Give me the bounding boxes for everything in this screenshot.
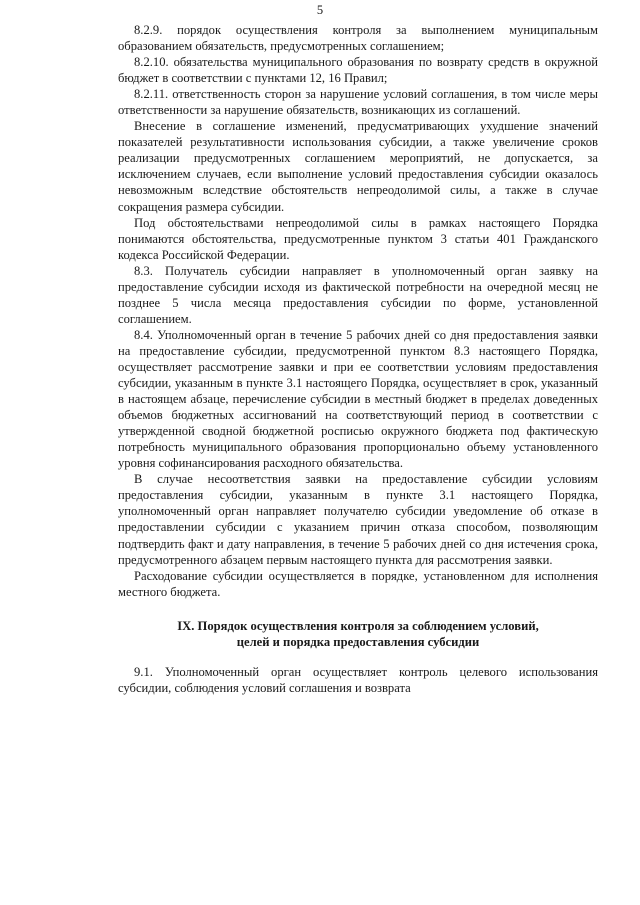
paragraph-8-2-11: 8.2.11. ответственность сторон за нарушение условий соглашения, в том числе меры ответственности за нарушение обязательств, возникающих из соглашений. — [118, 87, 598, 118]
paragraph-8-2-9: 8.2.9. порядок осуществления контроля за выполнением муниципальным образованием обязательств, предусмотренных соглашением; — [118, 23, 598, 54]
section-heading-line-1: IX. Порядок осуществления контроля за соблюдением условий, — [177, 618, 539, 633]
section-heading — [118, 618, 598, 650]
paragraph-spending: Расходование субсидии осуществляется в порядке, установленном для исполнения местного бюджета. — [118, 568, 598, 599]
paragraph-9-1: 9.1. Уполномоченный орган осуществляет контроль целевого использования субсидии, соблюдения условий соглашения и возврата — [118, 664, 598, 695]
paragraph-8-4: 8.4. Уполномоченный орган в течение 5 рабочих дней со дня предоставления заявки на предоставление субсидии, предусмотренной пунктом 8.3 настоящего Порядка, осуществляет рассмотрение заявки и при ее соответствии условиям предоставления субсидии, указанным в пункте 3.1 настоящего Порядка, осуществляет в срок, указанный в настоящем абзаце, перечисление субсидии в местный бюджет в пределах доведенных объемов бюджетных ассигнований на соответствующий период в соответствии с утвержденной сводной бюджетной росписью окружного бюджета под фактическую потребность муниципального образования пропорционально объему установленного уровня софинансирования расходного обязательства. — [118, 327, 598, 471]
page-number: 5 — [316, 3, 324, 17]
paragraph-force-majeure: Под обстоятельствами непреодолимой силы в рамках настоящего Порядка понимаются обстоятельства, предусмотренные пунктом 3 статьи 401 Гражданского кодекса Российской Федерации. — [118, 215, 598, 262]
section-heading-line-2: целей и порядка предоставления субсидии — [236, 634, 480, 649]
paragraph-amendments: Внесение в соглашение изменений, предусматривающих ухудшение значений показателей результативности использования субсидии, а также увеличение сроков реализации предусмотренных соглашением мероприятий, не допускается, за исключением случаев, если выполнение условий предоставления субсидии оказалось невозможным вследствие обстоятельств непреодолимой силы, а также в случае сокращения размера субсидии. — [118, 119, 598, 214]
paragraph-refusal: В случае несоответствия заявки на предоставление субсидии условиям предоставления субсидии, указанным в пункте 3.1 настоящего Порядка, уполномоченный орган направляет получателю субсидии уведомление об отказе в предоставлении субсидии с указанием причин отказа способом, позволяющим подтвердить факт и дату направления, в течение 5 рабочих дней со дня истечения срока, предусмотренного абзацем первым настоящего пункта для рассмотрения заявки. — [118, 472, 598, 567]
paragraph-8-3: 8.3. Получатель субсидии направляет в уполномоченный орган заявку на предоставление субсидии исходя из фактической потребности на очередной месяц не позднее 5 числа месяца предоставления субсидии по форме, установленной соглашением. — [118, 263, 598, 326]
paragraph-8-2-10: 8.2.10. обязательства муниципального образования по возврату средств в окружной бюджет в соответствии с пунктами 12, 16 Правил; — [118, 55, 598, 86]
document-body — [118, 22, 598, 696]
